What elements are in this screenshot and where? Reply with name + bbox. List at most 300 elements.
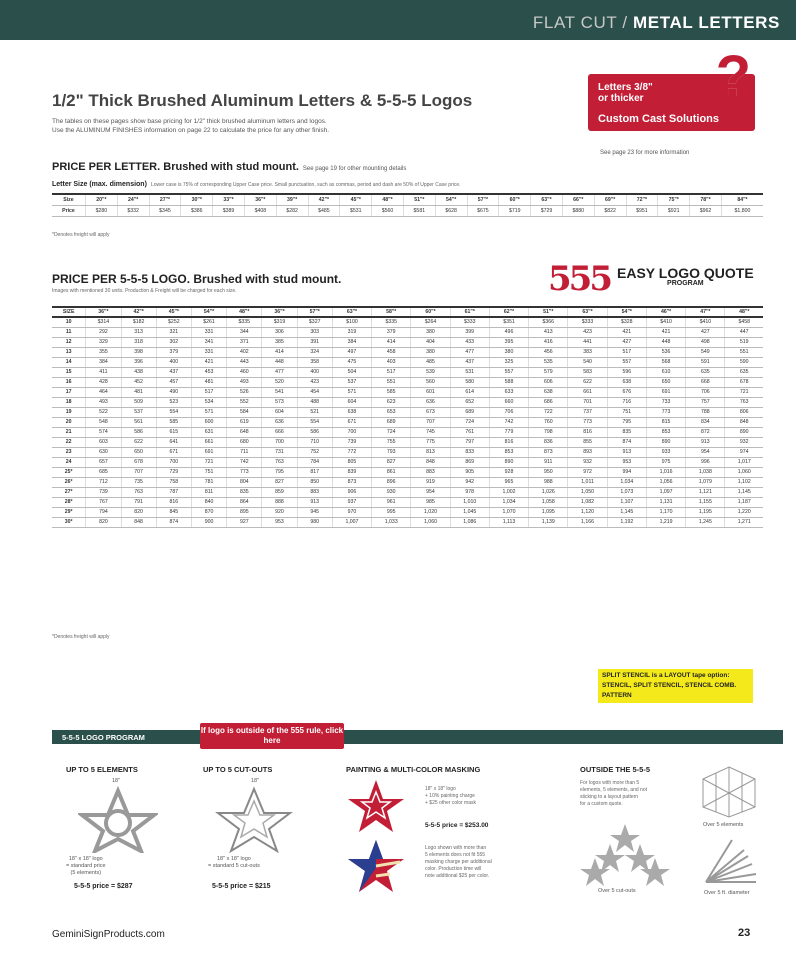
col-outside-555: OUTSIDE THE 5-5-5: [580, 765, 651, 774]
table-cell: 460: [227, 367, 262, 377]
table-cell: 850: [297, 477, 332, 487]
table-cell: 1,016: [646, 467, 685, 477]
table-cell: 820: [121, 507, 156, 517]
table-cell: 711: [227, 447, 262, 457]
table-cell: 42"*: [121, 307, 156, 317]
table-cell: 689: [450, 407, 489, 417]
table-cell: 641: [156, 437, 191, 447]
star-cutout-logo-icon: [214, 785, 294, 853]
row-label-cell: 30*: [52, 517, 86, 527]
table-cell: 1,095: [529, 507, 568, 517]
table-cell: 798: [529, 427, 568, 437]
table-row: [52, 205, 763, 216]
table-cell: 591: [686, 357, 725, 367]
table-cell: 66"*: [562, 194, 594, 205]
table-cell: 1,010: [450, 497, 489, 507]
table-cell: 380: [489, 347, 528, 357]
table-cell: 974: [725, 447, 763, 457]
table-cell: 636: [411, 397, 450, 407]
table-cell: 622: [121, 437, 156, 447]
table-cell: $327: [297, 317, 332, 327]
table-cell: 691: [646, 387, 685, 397]
table-cell: 913: [607, 447, 646, 457]
table-cell: 398: [121, 347, 156, 357]
table-cell: 787: [156, 487, 191, 497]
table-cell: 1,120: [568, 507, 607, 517]
table-cell: 355: [86, 347, 121, 357]
table-cell: 773: [646, 407, 685, 417]
table-cell: 735: [121, 477, 156, 487]
table-cell: 1,058: [529, 497, 568, 507]
col4-caption1: Over 5 elements: [703, 822, 744, 828]
table-cell: 763: [121, 487, 156, 497]
table-cell: 1,245: [686, 517, 725, 527]
header-title: FLAT CUT / METAL LETTERS: [532, 13, 780, 32]
red-star-icon: [346, 778, 406, 834]
table-cell: 428: [86, 377, 121, 387]
table-cell: 452: [121, 377, 156, 387]
table-row: [52, 517, 763, 527]
table-cell: 402: [227, 347, 262, 357]
table-cell: 721: [191, 457, 226, 467]
table-cell: 660: [489, 397, 528, 407]
table-cell: $261: [191, 317, 226, 327]
table-cell: 1,034: [489, 497, 528, 507]
footer-website[interactable]: GeminiSignProducts.com: [52, 929, 165, 940]
table-row: [52, 437, 763, 447]
table-cell: 557: [607, 357, 646, 367]
table-cell: 833: [450, 447, 489, 457]
table-cell: 72"*: [626, 194, 658, 205]
table-cell: 870: [191, 507, 226, 517]
table-cell: 1,131: [646, 497, 685, 507]
table-cell: 1,121: [686, 487, 725, 497]
table-cell: 815: [646, 417, 685, 427]
table-cell: 1,056: [646, 477, 685, 487]
table-cell: 985: [411, 497, 450, 507]
table-cell: 45"*: [156, 307, 191, 317]
row-label-cell: 16: [52, 377, 86, 387]
table-row: [52, 427, 763, 437]
table-cell: 700: [262, 437, 297, 447]
table-cell: 1,195: [686, 507, 725, 517]
table-cell: 1,034: [607, 477, 646, 487]
table-cell: 772: [332, 447, 371, 457]
table-cell: 331: [191, 327, 226, 337]
table-cell: $581: [403, 205, 435, 216]
table-cell: 638: [332, 407, 371, 417]
logo-price-subnote: Images with mentioned 30 units. Production & Freight will be charged for each size.: [52, 288, 237, 294]
table-cell: 906: [332, 487, 371, 497]
question-mark-icon: ?: [715, 44, 751, 109]
easy-logo-quote[interactable]: EASY LOGO QUOTE PROGRAM: [617, 265, 754, 287]
table-cell: 775: [411, 437, 450, 447]
table-cell: 84"*: [721, 194, 763, 205]
table-cell: 509: [121, 397, 156, 407]
table-cell: 464: [86, 387, 121, 397]
row-label-cell: 20: [52, 417, 86, 427]
table-cell: 554: [297, 417, 332, 427]
table-cell: 477: [262, 367, 297, 377]
table-cell: 586: [121, 427, 156, 437]
table-cell: 1,002: [489, 487, 528, 497]
table-cell: $319: [262, 317, 297, 327]
table-cell: 534: [191, 397, 226, 407]
table-cell: 46"*: [646, 307, 685, 317]
row-label-cell: 12: [52, 337, 86, 347]
table-cell: 722: [529, 407, 568, 417]
table-cell: 610: [646, 367, 685, 377]
table-cell: 318: [121, 337, 156, 347]
row-label-cell: 15: [52, 367, 86, 377]
table-cell: 421: [607, 327, 646, 337]
table-cell: $628: [435, 205, 467, 216]
table-cell: 63"*: [568, 307, 607, 317]
table-cell: 668: [686, 377, 725, 387]
header-bar: [0, 0, 796, 40]
table-cell: 834: [686, 417, 725, 427]
table-cell: 497: [332, 347, 371, 357]
table-cell: $182: [121, 317, 156, 327]
table-cell: 30"*: [181, 194, 213, 205]
table-cell: 526: [227, 387, 262, 397]
table-cell: 859: [262, 487, 297, 497]
table-cell: 707: [411, 417, 450, 427]
table-cell: 537: [332, 377, 371, 387]
table-cell: 928: [489, 467, 528, 477]
table-cell: 454: [297, 387, 332, 397]
table-cell: 724: [372, 427, 411, 437]
table-cell: 27"*: [149, 194, 181, 205]
table-cell: 638: [607, 377, 646, 387]
table-cell: 448: [646, 337, 685, 347]
table-cell: $822: [594, 205, 626, 216]
table-cell: 1,045: [450, 507, 489, 517]
table-cell: 913: [297, 497, 332, 507]
table-cell: 548: [86, 417, 121, 427]
table-cell: 816: [156, 497, 191, 507]
table-cell: 385: [262, 337, 297, 347]
table-cell: 874: [156, 517, 191, 527]
table-cell: 54"*: [191, 307, 226, 317]
table-cell: 586: [297, 427, 332, 437]
table-cell: 661: [191, 437, 226, 447]
table-cell: $458: [725, 317, 763, 327]
table-cell: 933: [646, 447, 685, 457]
row-label-cell: 23: [52, 447, 86, 457]
table-cell: $921: [658, 205, 690, 216]
table-cell: 630: [86, 447, 121, 457]
custom-cast-callout[interactable]: Letters 3/8" or thicker Custom Cast Solutions ?: [588, 74, 755, 131]
table-cell: 864: [227, 497, 262, 507]
table-cell: 848: [121, 517, 156, 527]
table-cell: $328: [607, 317, 646, 327]
table-cell: 614: [450, 387, 489, 397]
logo-footnote: *Denotes freight will apply: [52, 634, 110, 640]
table-cell: $962: [690, 205, 722, 216]
table-cell: 760: [529, 417, 568, 427]
table-cell: 874: [607, 437, 646, 447]
table-cell: 883: [411, 467, 450, 477]
table-cell: 978: [450, 487, 489, 497]
flag-star-icon: [346, 838, 406, 894]
table-cell: $389: [213, 205, 245, 216]
table-row: [52, 347, 763, 357]
table-cell: 36"*: [86, 307, 121, 317]
table-cell: 379: [156, 347, 191, 357]
table-cell: 551: [725, 347, 763, 357]
table-cell: 1,038: [686, 467, 725, 477]
table-cell: 1,166: [568, 517, 607, 527]
table-cell: 729: [156, 467, 191, 477]
table-cell: 517: [607, 347, 646, 357]
table-cell: 795: [607, 417, 646, 427]
table-cell: 414: [372, 337, 411, 347]
table-cell: 413: [529, 327, 568, 337]
table-cell: 706: [686, 387, 725, 397]
table-row: [52, 397, 763, 407]
table-cell: 1,082: [568, 497, 607, 507]
table-cell: 1,113: [489, 517, 528, 527]
star-knot-logo-icon: [78, 785, 158, 853]
table-cell: 54"*: [435, 194, 467, 205]
table-cell: 493: [86, 397, 121, 407]
table-cell: 784: [297, 457, 332, 467]
table-cell: $345: [149, 205, 181, 216]
table-cell: 648: [227, 427, 262, 437]
col4-caption3: Over 5 ft. diameter: [704, 890, 750, 896]
table-cell: 811: [191, 487, 226, 497]
table-cell: $386: [181, 205, 213, 216]
table-cell: $729: [531, 205, 563, 216]
letter-size-label: Letter Size (max. dimension) Lower case is 75% of corresponding Upper Case price. Small punctuation, such as commas, period and dash are 50% of Upper Case price.: [52, 181, 461, 188]
table-cell: 635: [686, 367, 725, 377]
table-cell: 779: [489, 427, 528, 437]
table-cell: 942: [450, 477, 489, 487]
wireframe-sphere-icon: [700, 765, 758, 819]
table-cell: 721: [725, 387, 763, 397]
table-cell: 427: [607, 337, 646, 347]
table-cell: 853: [489, 447, 528, 457]
table-cell: 873: [529, 447, 568, 457]
table-cell: 358: [297, 357, 332, 367]
table-cell: 551: [372, 377, 411, 387]
table-cell: 519: [725, 337, 763, 347]
table-cell: 953: [607, 457, 646, 467]
table-cell: 827: [372, 457, 411, 467]
table-cell: $333: [568, 317, 607, 327]
table-header-row: [52, 307, 763, 317]
table-cell: 1,017: [725, 457, 763, 467]
table-cell: 763: [262, 457, 297, 467]
table-row: [52, 507, 763, 517]
table-cell: 588: [489, 377, 528, 387]
dimension-label: 18": [112, 778, 121, 784]
table-cell: $410: [686, 317, 725, 327]
logo-program-band: 5-5-5 LOGO PROGRAM: [52, 730, 783, 744]
table-cell: 817: [297, 467, 332, 477]
table-cell: 421: [646, 327, 685, 337]
table-cell: 1,033: [372, 517, 411, 527]
table-cell: 458: [372, 347, 411, 357]
custom-cast-link[interactable]: Custom Cast Solutions: [598, 113, 720, 125]
table-cell: 60"*: [411, 307, 450, 317]
table-cell: 601: [411, 387, 450, 397]
table-cell: 872: [686, 427, 725, 437]
table-cell: 731: [262, 447, 297, 457]
row-label-cell: Price: [52, 205, 85, 216]
table-cell: 623: [372, 397, 411, 407]
table-cell: 54"*: [607, 307, 646, 317]
table-cell: 521: [297, 407, 332, 417]
table-cell: 603: [86, 437, 121, 447]
table-cell: $560: [372, 205, 404, 216]
table-cell: 78"*: [690, 194, 722, 205]
table-cell: 716: [607, 397, 646, 407]
table-cell: 535: [529, 357, 568, 367]
table-row: [52, 417, 763, 427]
table-cell: 48"*: [725, 307, 763, 317]
table-cell: 615: [156, 427, 191, 437]
row-label-cell: 27*: [52, 487, 86, 497]
table-cell: 1,020: [411, 507, 450, 517]
col4-caption2: Over 5 cut-outs: [598, 888, 636, 894]
logo-price-heading: PRICE PER 5-5-5 LOGO. Brushed with stud mount.: [52, 272, 342, 286]
col4-text: For logos with more than 5 elements, 5 elements, and not sticking to a layout pattern for a custom quote.: [580, 780, 647, 807]
table-cell: 845: [156, 507, 191, 517]
table-cell: 414: [262, 347, 297, 357]
table-cell: 724: [450, 417, 489, 427]
table-cell: 306: [262, 327, 297, 337]
table-cell: 379: [372, 327, 411, 337]
page-number: 23: [738, 927, 751, 939]
table-row: [52, 387, 763, 397]
table-cell: 1,145: [725, 487, 763, 497]
table-cell: $351: [489, 317, 528, 327]
table-cell: 873: [332, 477, 371, 487]
table-cell: 536: [646, 347, 685, 357]
row-label-cell: 26*: [52, 477, 86, 487]
row-label-cell: 14: [52, 357, 86, 367]
outside-555-link[interactable]: If logo is outside of the 555 rule, click here: [200, 723, 344, 749]
table-cell: 421: [191, 357, 226, 367]
table-cell: 62"*: [489, 307, 528, 317]
col2-caption: 18" x 18" logo = standard 5 cut-outs: [208, 856, 260, 869]
table-cell: $366: [529, 317, 568, 327]
table-cell: 676: [607, 387, 646, 397]
table-cell: 657: [86, 457, 121, 467]
table-cell: 541: [262, 387, 297, 397]
table-cell: 498: [686, 337, 725, 347]
table-cell: 820: [86, 517, 121, 527]
table-cell: 804: [227, 477, 262, 487]
table-cell: 890: [646, 437, 685, 447]
table-cell: $264: [411, 317, 450, 327]
table-cell: 827: [262, 477, 297, 487]
table-cell: 571: [191, 407, 226, 417]
table-cell: 549: [686, 347, 725, 357]
table-cell: 633: [489, 387, 528, 397]
table-row: [52, 327, 763, 337]
table-cell: 396: [121, 357, 156, 367]
row-label-cell: 21: [52, 427, 86, 437]
table-cell: 806: [725, 407, 763, 417]
table-cell: 42"*: [308, 194, 340, 205]
table-cell: $408: [244, 205, 276, 216]
table-cell: 652: [450, 397, 489, 407]
table-cell: 913: [686, 437, 725, 447]
table-cell: $100: [332, 317, 371, 327]
table-cell: 517: [191, 387, 226, 397]
table-cell: 661: [568, 387, 607, 397]
table-cell: $1,800: [721, 205, 763, 216]
table-cell: 523: [156, 397, 191, 407]
table-cell: 568: [646, 357, 685, 367]
col-up-to-5-elements: UP TO 5 ELEMENTS: [66, 765, 138, 774]
table-cell: 520: [262, 377, 297, 387]
row-label-cell: 28*: [52, 497, 86, 507]
table-cell: 788: [686, 407, 725, 417]
table-cell: 900: [191, 517, 226, 527]
table-row: [52, 447, 763, 457]
row-label-cell: 13: [52, 347, 86, 357]
table-cell: 710: [297, 437, 332, 447]
col3-text1: 18" x 18" logo + 10% painting charge + $25 other color mask: [425, 786, 476, 806]
table-cell: $531: [340, 205, 372, 216]
table-cell: 540: [568, 357, 607, 367]
table-cell: 51"*: [403, 194, 435, 205]
table-cell: 341: [191, 337, 226, 347]
table-cell: 539: [411, 367, 450, 377]
table-cell: 1,139: [529, 517, 568, 527]
table-cell: 600: [191, 417, 226, 427]
table-cell: 33"*: [213, 194, 245, 205]
table-cell: 423: [297, 377, 332, 387]
table-cell: 552: [227, 397, 262, 407]
split-stencil-note: SPLIT STENCIL is a LAYOUT tape option: STENCIL, SPLIT STENCIL, STENCIL COMB. PATTERN: [598, 669, 753, 703]
table-cell: 63"*: [332, 307, 371, 317]
row-label-cell: 17: [52, 387, 86, 397]
table-cell: 571: [332, 387, 371, 397]
table-cell: 805: [332, 457, 371, 467]
table-cell: 292: [86, 327, 121, 337]
table-cell: 585: [372, 387, 411, 397]
table-cell: 927: [227, 517, 262, 527]
row-label-cell: 24: [52, 457, 86, 467]
table-cell: 835: [227, 487, 262, 497]
table-cell: 840: [191, 497, 226, 507]
table-cell: $675: [467, 205, 499, 216]
table-cell: 635: [725, 367, 763, 377]
table-cell: 475: [332, 357, 371, 367]
table-row: [52, 357, 763, 367]
table-cell: 47"*: [686, 307, 725, 317]
table-cell: 24"*: [117, 194, 149, 205]
table-cell: 416: [529, 337, 568, 347]
table-cell: $333: [450, 317, 489, 327]
table-cell: 423: [568, 327, 607, 337]
table-cell: 561: [121, 417, 156, 427]
table-cell: 493: [227, 377, 262, 387]
row-label-cell: 10: [52, 317, 86, 327]
table-cell: 680: [227, 437, 262, 447]
table-cell: 975: [646, 457, 685, 467]
table-cell: 793: [372, 447, 411, 457]
table-cell: 920: [262, 507, 297, 517]
table-cell: 848: [725, 417, 763, 427]
letter-price-table: [52, 193, 763, 217]
table-cell: 1,097: [646, 487, 685, 497]
